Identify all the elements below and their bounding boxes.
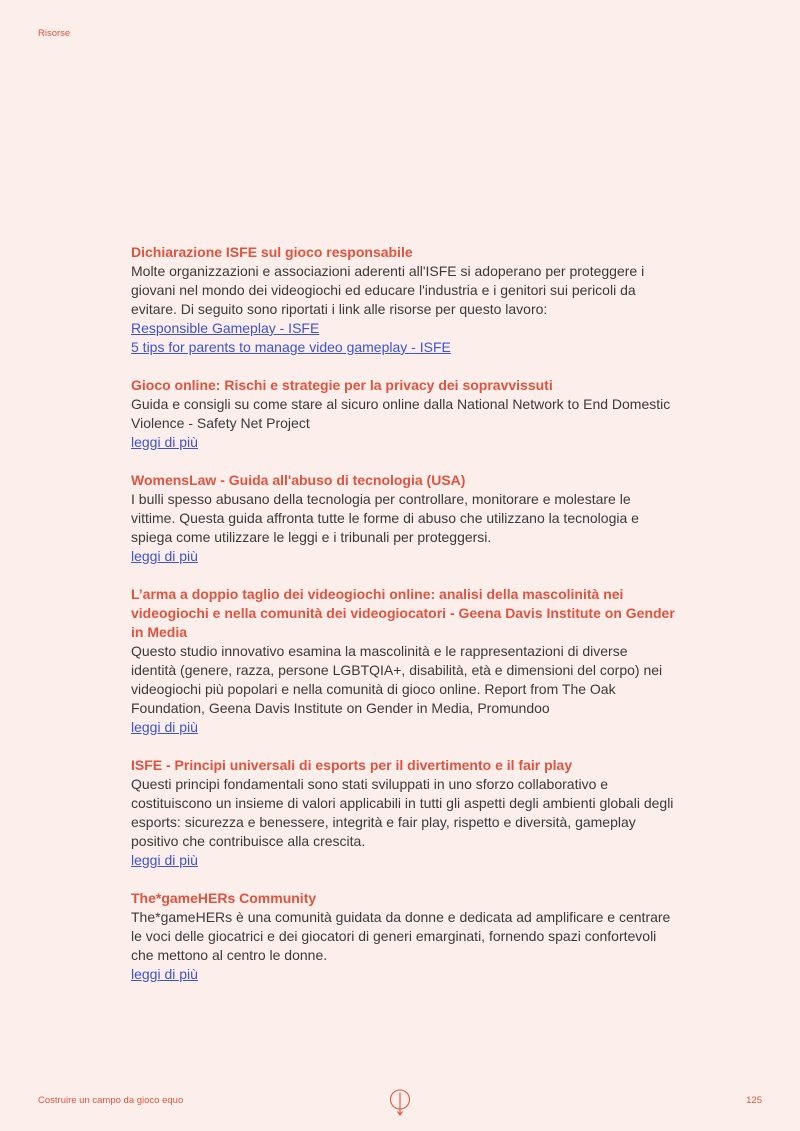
parent-tips-link[interactable]: 5 tips for parents to manage video gameplay - ISFE [131, 339, 451, 355]
resource-womenslaw [131, 471, 676, 566]
resource-title: Dichiarazione ISFE sul gioco responsabile [131, 244, 413, 260]
footer-document-title: Costruire un campo da gioco equo [38, 1095, 184, 1106]
resource-description: Guida e consigli su come stare al sicuro online dalla National Network to End Domestic Violence - Safety Net Project [131, 396, 671, 431]
resource-geena-davis-study [131, 585, 676, 737]
resource-title: Gioco online: Rischi e strategie per la privacy dei sopravvissuti [131, 377, 553, 393]
resource-title: ISFE - Principi universali di esports per il divertimento e il fair play [131, 757, 573, 773]
resource-title: WomensLaw - Guida all'abuso di tecnologia (USA) [131, 472, 466, 488]
resource-description: Molte organizzazioni e associazioni aderenti all'ISFE si adoperano per proteggere i giovani nel mondo dei videogiochi ed educare l'industria e i genitori sui pericoli da evitare. Di seguito sono riportati i link alle risorse per questo lavoro: [131, 263, 645, 317]
resource-description: I bulli spesso abusano della tecnologia per controllare, monitorare e molestare le vittime. Questa guida affronta tutte le forme di abuso che utilizzano la tecnologia e spiega come utilizzare le leggi e i tribunali per proteggersi. [131, 491, 639, 545]
resource-description: The*gameHERs è una comunità guidata da donne e dedicata ad amplificare e centrare le voci delle giocatrici e dei giocatori di generi emarginati, fornendo spazi confortevoli che mettono al centro le donne. [131, 909, 671, 963]
read-more-link[interactable]: leggi di più [131, 966, 198, 982]
down-arrow-circle-icon [389, 1089, 411, 1117]
resource-description: Questi principi fondamentali sono stati sviluppati in uno sforzo collaborativo e costituiscono un insieme di valori applicabili in tutti gli aspetti degli ambienti globali degli esports: sicurezza e benessere, integrità e fair play, rispetto e diversità, gameplay positivo che contribuisce alla crescita. [131, 776, 674, 849]
section-label: Risorse [38, 28, 71, 39]
resource-isfe-responsible-gaming [131, 243, 676, 357]
responsible-gameplay-link[interactable]: Responsible Gameplay - ISFE [131, 320, 320, 336]
read-more-link[interactable]: leggi di più [131, 548, 198, 564]
resource-isfe-esports-principles [131, 756, 676, 870]
resource-list [131, 243, 676, 1003]
read-more-link[interactable]: leggi di più [131, 434, 198, 450]
resource-online-gaming-privacy [131, 376, 676, 452]
read-more-link[interactable]: leggi di più [131, 719, 198, 735]
resource-title: L’arma a doppio taglio dei videogiochi online: analisi della mascolinità nei videogiochi e nella comunità dei videogiocatori - Geena Davis Institute on Gender in Media [131, 586, 675, 640]
page-number: 125 [746, 1095, 762, 1106]
read-more-link[interactable]: leggi di più [131, 852, 198, 868]
resource-title: The*gameHERs Community [131, 890, 317, 906]
resource-description: Questo studio innovativo esamina la mascolinità e le rappresentazioni di diverse identità (genere, razza, persone LGBTQIA+, disabilità, età e dimensioni del corpo) nei videogiochi più popolari e nella comunità di gioco online. Report from The Oak Foundation, Geena Davis Institute on Gender in Media, Promundoo [131, 643, 663, 716]
resource-gamehers-community [131, 889, 676, 984]
